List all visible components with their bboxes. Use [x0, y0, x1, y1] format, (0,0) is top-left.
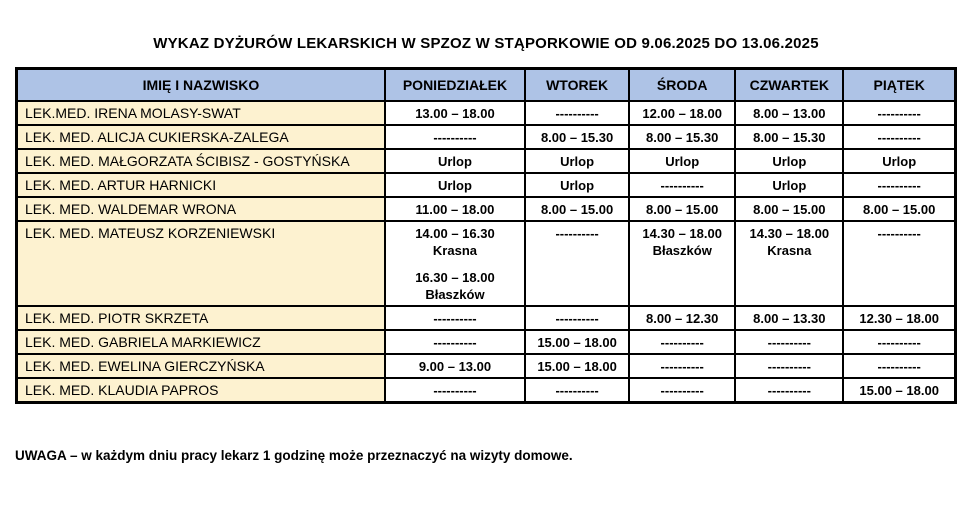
schedule-cell [385, 125, 525, 149]
schedule-cell-line: 13.00 – 18.00 [415, 106, 495, 121]
schedule-cell-line: Błaszków [425, 287, 485, 302]
schedule-cell-line: Urlop [882, 154, 917, 169]
schedule-cell-line: 9.00 – 13.00 [418, 359, 492, 374]
schedule-cell [735, 330, 843, 354]
schedule-cell-line: 14.30 – 18.00 [749, 226, 830, 241]
schedule-cell [843, 173, 955, 197]
schedule-cell [385, 149, 525, 173]
schedule-cell [843, 221, 955, 306]
schedule-cell [735, 149, 843, 173]
schedule-cell [843, 101, 955, 125]
schedule-cell-line: 15.00 – 18.00 [537, 359, 617, 374]
schedule-cell [735, 306, 843, 330]
table-row [17, 101, 956, 125]
schedule-cell-line: ---------- [555, 106, 599, 121]
doctor-name-cell: LEK. MED. ARTUR HARNICKI [17, 173, 385, 197]
schedule-cell [735, 125, 843, 149]
doctor-name-cell: LEK.MED. IRENA MOLASY-SWAT [17, 101, 385, 125]
schedule-cell-line: ---------- [877, 226, 921, 241]
schedule-cell-line: 8.00 – 12.30 [646, 311, 719, 326]
schedule-cell [385, 173, 525, 197]
schedule-cell-line: Urlop [560, 178, 595, 193]
schedule-cell-line: ---------- [877, 359, 921, 374]
schedule-cell [735, 221, 843, 306]
schedule-cell [735, 197, 843, 221]
doctor-name-cell: LEK. MED. KLAUDIA PAPROS [17, 378, 385, 403]
schedule-cell [843, 125, 955, 149]
schedule-cell-line: 16.30 – 18.00 [415, 270, 495, 285]
schedule-cell-line: 8.00 – 15.00 [863, 202, 936, 217]
schedule-cell [629, 125, 735, 149]
schedule-cell-line: ---------- [433, 311, 477, 326]
schedule-cell [629, 306, 735, 330]
schedule-cell-line: 8.00 – 15.00 [646, 202, 719, 217]
schedule-cell-line: ---------- [660, 359, 704, 374]
schedule-cell-line: ---------- [433, 383, 477, 398]
doctor-name-cell: LEK. MED. MAŁGORZATA ŚCIBISZ - GOSTYŃSKA [17, 149, 385, 173]
schedule-cell [735, 378, 843, 403]
schedule-cell-line: ---------- [877, 178, 921, 193]
duty-schedule-table [15, 67, 957, 404]
schedule-cell [735, 101, 843, 125]
schedule-cell-line: ---------- [767, 335, 811, 350]
schedule-cell-line: 8.00 – 15.00 [753, 202, 826, 217]
footer-note: UWAGA – w każdym dniu pracy lekarz 1 godzinę może przeznaczyć na wizyty domowe. [15, 448, 573, 463]
doctor-name-cell: LEK. MED. PIOTR SKRZETA [17, 306, 385, 330]
schedule-cell [629, 330, 735, 354]
column-header-name: IMIĘ I NAZWISKO [17, 69, 385, 102]
schedule-cell [843, 330, 955, 354]
schedule-cell [385, 306, 525, 330]
schedule-cell [385, 101, 525, 125]
schedule-cell [629, 221, 735, 306]
schedule-cell [629, 101, 735, 125]
schedule-cell-line: 14.30 – 18.00 [642, 226, 722, 241]
schedule-cell-line: 8.00 – 15.30 [753, 130, 826, 145]
schedule-cell [525, 330, 629, 354]
schedule-cell [385, 197, 525, 221]
schedule-cell-line: 8.00 – 13.00 [753, 106, 826, 121]
doctor-name-cell: LEK. MED. ALICJA CUKIERSKA-ZALEGA [17, 125, 385, 149]
schedule-cell-line: ---------- [555, 383, 599, 398]
schedule-cell [629, 378, 735, 403]
schedule-cell-line: 12.00 – 18.00 [642, 106, 722, 121]
schedule-cell [525, 149, 629, 173]
schedule-cell-line: Krasna [767, 243, 812, 258]
schedule-cell-line: 8.00 – 15.30 [646, 130, 719, 145]
table-row [17, 221, 956, 306]
schedule-cell-line: 15.00 – 18.00 [859, 383, 939, 398]
schedule-cell-line: ---------- [433, 335, 477, 350]
schedule-cell [843, 354, 955, 378]
schedule-cell [385, 330, 525, 354]
schedule-cell-line: Krasna [432, 243, 477, 258]
schedule-cell-line: 15.00 – 18.00 [537, 335, 617, 350]
schedule-cell-line: Urlop [665, 154, 700, 169]
doctor-name-cell: LEK. MED. MATEUSZ KORZENIEWSKI [17, 221, 385, 306]
page-title: WYKAZ DYŻURÓW LEKARSKICH W SPZOZ W STĄPORKOWIE OD 9.06.2025 DO 13.06.2025 [153, 35, 819, 52]
schedule-cell [735, 173, 843, 197]
schedule-cell-line: ---------- [877, 130, 921, 145]
doctor-name-cell: LEK. MED. GABRIELA MARKIEWICZ [17, 330, 385, 354]
blank-line [388, 259, 522, 269]
table-row [17, 354, 956, 378]
schedule-cell-line: Błaszków [652, 243, 712, 258]
schedule-cell-line: Urlop [437, 154, 472, 169]
schedule-cell [629, 173, 735, 197]
schedule-cell [629, 354, 735, 378]
table-row [17, 378, 956, 403]
schedule-cell [629, 149, 735, 173]
schedule-cell-line: ---------- [767, 383, 811, 398]
doctor-name-cell: LEK. MED. WALDEMAR WRONA [17, 197, 385, 221]
schedule-cell [843, 197, 955, 221]
table-body [17, 101, 956, 403]
column-header-wednesday: ŚRODA [629, 69, 735, 102]
schedule-cell-line: Urlop [437, 178, 472, 193]
schedule-cell-line: 12.30 – 18.00 [859, 311, 939, 326]
column-header-thursday: CZWARTEK [735, 69, 843, 102]
schedule-cell-line: ---------- [433, 130, 477, 145]
schedule-cell [629, 197, 735, 221]
table-header-row [17, 69, 956, 102]
schedule-cell-line: ---------- [877, 335, 921, 350]
schedule-cell [525, 354, 629, 378]
table-row [17, 149, 956, 173]
schedule-cell-line: Urlop [560, 154, 595, 169]
schedule-cell-line: ---------- [555, 226, 599, 241]
schedule-cell [525, 197, 629, 221]
schedule-cell-line: 11.00 – 18.00 [415, 202, 495, 217]
table-row [17, 173, 956, 197]
schedule-cell [525, 378, 629, 403]
schedule-cell [385, 221, 525, 306]
schedule-cell-line: ---------- [660, 335, 704, 350]
schedule-cell-line: ---------- [767, 359, 811, 374]
schedule-cell-line: ---------- [555, 311, 599, 326]
schedule-cell [385, 378, 525, 403]
schedule-cell [525, 173, 629, 197]
doctor-name-cell: LEK. MED. EWELINA GIERCZYŃSKA [17, 354, 385, 378]
schedule-cell-line: 14.00 – 16.30 [415, 226, 495, 241]
schedule-cell-line: ---------- [877, 106, 921, 121]
schedule-cell [525, 101, 629, 125]
schedule-cell-line: Urlop [772, 154, 807, 169]
schedule-cell [843, 306, 955, 330]
schedule-cell [385, 354, 525, 378]
schedule-cell [525, 125, 629, 149]
column-header-monday: PONIEDZIAŁEK [385, 69, 525, 102]
table-row [17, 306, 956, 330]
table-row [17, 197, 956, 221]
schedule-cell-line: ---------- [660, 178, 704, 193]
schedule-cell-line: 8.00 – 15.00 [540, 202, 614, 217]
schedule-cell-line: Urlop [772, 178, 807, 193]
schedule-cell-line: ---------- [660, 383, 704, 398]
schedule-cell [843, 378, 955, 403]
table-row [17, 330, 956, 354]
schedule-cell [525, 221, 629, 306]
schedule-cell-line: 8.00 – 15.30 [540, 130, 614, 145]
schedule-cell [525, 306, 629, 330]
column-header-tuesday: WTOREK [525, 69, 629, 102]
column-header-friday: PIĄTEK [843, 69, 955, 102]
table-row [17, 125, 956, 149]
schedule-cell [843, 149, 955, 173]
schedule-cell-line: 8.00 – 13.30 [753, 311, 826, 326]
schedule-cell [735, 354, 843, 378]
